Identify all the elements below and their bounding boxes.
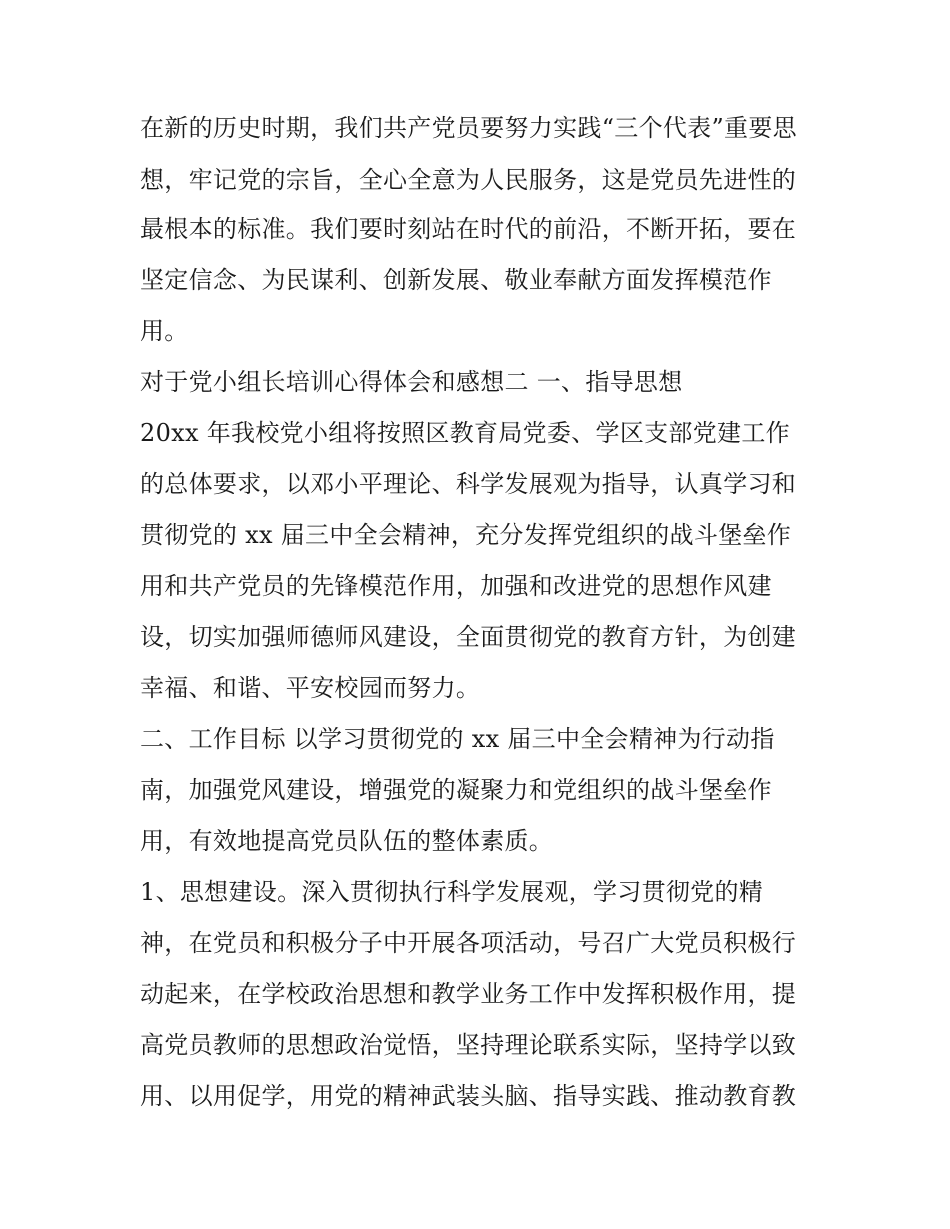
text-line: 在新的历史时期，我们共产党员要努力实践“三个代表”重要思 (140, 114, 797, 142)
text-line: 对于党小组长培训心得体会和感想二 一、指导思想 (140, 368, 683, 396)
text-line: 动起来，在学校政治思想和教学业务工作中发挥积极作用，提 (140, 980, 797, 1008)
text-line: 设，切实加强师德师风建设，全面贯彻党的教育方针，为创建 (140, 623, 797, 651)
text-line: 幸福、和谐、平安校园而努力。 (140, 674, 481, 702)
text-line: 南，加强党风建设，增强党的凝聚力和党组织的战斗堡垒作 (140, 776, 772, 804)
text-line: 用和共产党员的先锋模范作用，加强和改进党的思想作风建 (140, 572, 772, 600)
text-line: 神，在党员和积极分子中开展各项活动，号召广大党员积极行 (140, 929, 797, 957)
text-line: 20xx 年我校党小组将按照区教育局党委、学区支部党建工作 (140, 419, 790, 447)
text-line: 坚定信念、为民谋利、创新发展、敬业奉献方面发挥模范作 (140, 266, 772, 294)
text-line: 最根本的标准。我们要时刻站在时代的前沿，不断开拓，要在 (140, 215, 797, 243)
text-line: 1、思想建设。深入贯彻执行科学发展观，学习贯彻党的精 (140, 878, 764, 906)
text-line: 想，牢记党的宗旨，全心全意为人民服务，这是党员先进性的 (140, 166, 797, 194)
text-line: 贯彻党的 xx 届三中全会精神，充分发挥党组织的战斗堡垒作 (140, 521, 792, 549)
text-line: 用、以用促学，用党的精神武装头脑、指导实践、推动教育教 (140, 1082, 797, 1110)
text-line: 的总体要求，以邓小平理论、科学发展观为指导，认真学习和 (140, 470, 797, 498)
text-line: 二、工作目标 以学习贯彻党的 xx 届三中全会精神为行动指 (140, 725, 775, 753)
text-line: 用。 (140, 317, 189, 345)
text-line: 高党员教师的思想政治觉悟，坚持理论联系实际，坚持学以致 (140, 1031, 797, 1059)
text-line: 用，有效地提高党员队伍的整体素质。 (140, 827, 554, 855)
